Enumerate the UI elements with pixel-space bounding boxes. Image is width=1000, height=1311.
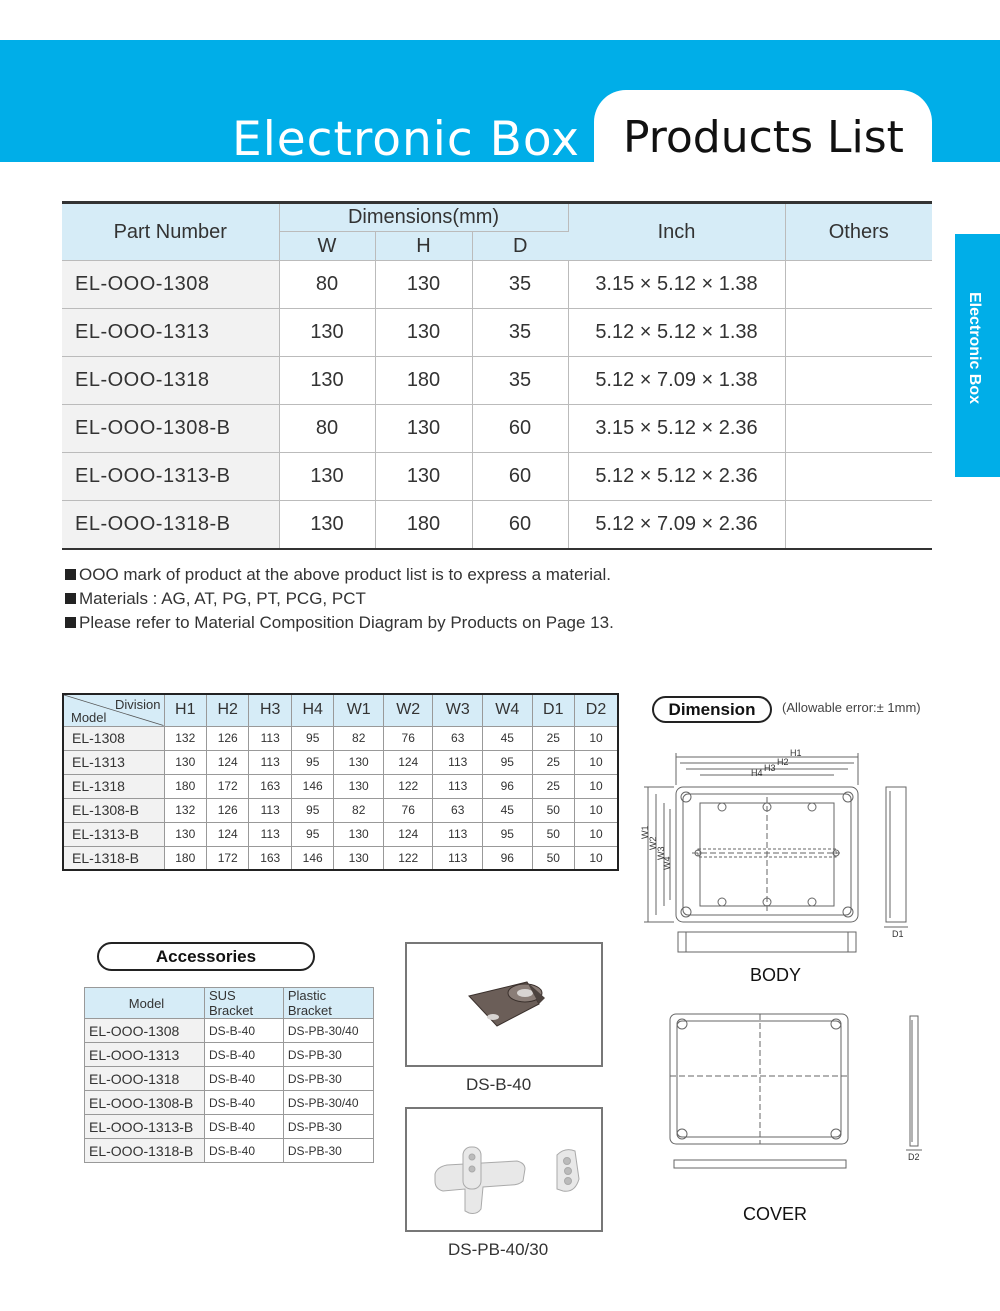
depth-value: 60 [472, 453, 568, 501]
col-w2: W2 [383, 694, 433, 726]
inch-value: 5.12 × 5.12 × 2.36 [568, 453, 785, 501]
header-d: D [472, 232, 568, 261]
accessories-table [84, 987, 374, 1163]
plastic-bracket-cell: DS-PB-30 [283, 1115, 373, 1139]
value-cell: 10 [574, 822, 618, 846]
value-cell: 10 [574, 750, 618, 774]
value-cell: 96 [482, 846, 532, 870]
table-row [63, 750, 618, 774]
sus-bracket-cell: DS-B-40 [205, 1139, 284, 1163]
plastic-bracket-icon [407, 1109, 601, 1230]
header-others: Others [785, 203, 932, 261]
section-title: Products List [623, 112, 904, 163]
sus-bracket-photo [405, 942, 603, 1067]
bullet-square-icon [65, 617, 76, 628]
acc-header-sus: SUS Bracket [205, 988, 284, 1019]
inch-value: 3.15 × 5.12 × 1.38 [568, 261, 785, 309]
table-row [85, 1091, 374, 1115]
model-cell: EL-1318 [63, 774, 164, 798]
height-value: 180 [375, 501, 472, 549]
part-number: EL-OOO-1318 [62, 357, 279, 405]
model-cell: EL-OOO-1313-B [85, 1115, 205, 1139]
sus-bracket-cell: DS-B-40 [205, 1115, 284, 1139]
value-cell: 124 [383, 750, 433, 774]
table-row [62, 405, 932, 453]
model-cell: EL-OOO-1308-B [85, 1091, 205, 1115]
header-h: H [375, 232, 472, 261]
value-cell: 95 [482, 750, 532, 774]
value-cell: 180 [164, 774, 206, 798]
value-cell: 130 [334, 822, 384, 846]
part-number: EL-OOO-1313 [62, 309, 279, 357]
value-cell: 25 [532, 726, 574, 750]
others-value [785, 453, 932, 501]
value-cell: 95 [482, 822, 532, 846]
header-dimensions: Dimensions(mm) [279, 203, 568, 232]
table-row [85, 1115, 374, 1139]
width-value: 130 [279, 501, 375, 549]
model-cell: EL-1318-B [63, 846, 164, 870]
table-row [85, 1139, 374, 1163]
part-number: EL-OOO-1308 [62, 261, 279, 309]
value-cell: 76 [383, 798, 433, 822]
table-row [62, 357, 932, 405]
value-cell: 10 [574, 798, 618, 822]
depth-value: 60 [472, 405, 568, 453]
accessories-label: Accessories [97, 942, 315, 971]
others-value [785, 405, 932, 453]
plastic-bracket-cell: DS-PB-30 [283, 1067, 373, 1091]
value-cell: 45 [482, 798, 532, 822]
width-value: 80 [279, 405, 375, 453]
value-cell: 63 [433, 798, 483, 822]
page-title: Electronic Box [232, 112, 580, 167]
mark-w4: W4 [662, 856, 672, 870]
value-cell: 113 [433, 846, 483, 870]
sus-bracket-caption: DS-B-40 [466, 1075, 532, 1094]
division-table [62, 693, 619, 871]
col-w3: W3 [433, 694, 483, 726]
model-cell: EL-OOO-1318 [85, 1067, 205, 1091]
header-w: W [279, 232, 375, 261]
body-drawing [640, 745, 920, 960]
value-cell: 122 [383, 846, 433, 870]
table-row [63, 774, 618, 798]
others-value [785, 261, 932, 309]
value-cell: 113 [249, 798, 291, 822]
value-cell: 180 [164, 846, 206, 870]
mark-h3: H3 [764, 763, 776, 773]
acc-header-plastic: Plastic Bracket [283, 988, 373, 1019]
mark-w3: W3 [656, 846, 666, 860]
value-cell: 113 [249, 750, 291, 774]
col-h2: H2 [206, 694, 248, 726]
value-cell: 45 [482, 726, 532, 750]
table-row [62, 309, 932, 357]
value-cell: 113 [433, 774, 483, 798]
col-w4: W4 [482, 694, 532, 726]
value-cell: 10 [574, 846, 618, 870]
inch-value: 3.15 × 5.12 × 2.36 [568, 405, 785, 453]
value-cell: 95 [291, 798, 333, 822]
value-cell: 172 [206, 846, 248, 870]
inch-value: 5.12 × 5.12 × 1.38 [568, 309, 785, 357]
value-cell: 95 [291, 750, 333, 774]
value-cell: 95 [291, 726, 333, 750]
value-cell: 25 [532, 750, 574, 774]
value-cell: 82 [334, 726, 384, 750]
height-value: 130 [375, 453, 472, 501]
division-corner-cell: Division Model [63, 694, 164, 726]
mark-h4: H4 [751, 768, 763, 778]
table-row [63, 798, 618, 822]
depth-value: 35 [472, 309, 568, 357]
mark-w1: W1 [640, 825, 650, 839]
value-cell: 82 [334, 798, 384, 822]
value-cell: 132 [164, 726, 206, 750]
products-table [62, 201, 932, 550]
value-cell: 163 [249, 774, 291, 798]
sus-bracket-icon [407, 944, 601, 1065]
cover-drawing [660, 1010, 925, 1175]
part-number: EL-OOO-1313-B [62, 453, 279, 501]
width-value: 130 [279, 309, 375, 357]
mark-w2: W2 [648, 836, 658, 850]
body-label: BODY [750, 965, 802, 985]
table-row [63, 726, 618, 750]
height-value: 130 [375, 261, 472, 309]
value-cell: 146 [291, 846, 333, 870]
value-cell: 132 [164, 798, 206, 822]
width-value: 80 [279, 261, 375, 309]
value-cell: 130 [334, 750, 384, 774]
value-cell: 50 [532, 798, 574, 822]
mark-d1: D1 [892, 929, 904, 939]
value-cell: 25 [532, 774, 574, 798]
height-value: 180 [375, 357, 472, 405]
value-cell: 113 [249, 822, 291, 846]
inch-value: 5.12 × 7.09 × 1.38 [568, 357, 785, 405]
value-cell: 124 [383, 822, 433, 846]
value-cell: 63 [433, 726, 483, 750]
mark-h2: H2 [777, 757, 789, 767]
sus-bracket-cell: DS-B-40 [205, 1019, 284, 1043]
width-value: 130 [279, 453, 375, 501]
height-value: 130 [375, 405, 472, 453]
header-inch: Inch [568, 203, 785, 261]
plastic-bracket-cell: DS-PB-30 [283, 1043, 373, 1067]
value-cell: 126 [206, 798, 248, 822]
value-cell: 113 [249, 726, 291, 750]
tolerance-note: (Allowable error:± 1mm) [782, 700, 921, 715]
note-item: Materials : AG, AT, PG, PT, PCG, PCT [65, 587, 614, 611]
value-cell: 130 [334, 846, 384, 870]
note-item: OOO mark of product at the above product list is to express a material. [65, 563, 614, 587]
model-cell: EL-OOO-1318-B [85, 1139, 205, 1163]
model-cell: EL-OOO-1308 [85, 1019, 205, 1043]
value-cell: 95 [291, 822, 333, 846]
acc-header-model: Model [85, 988, 205, 1019]
others-value [785, 357, 932, 405]
mark-d2: D2 [908, 1152, 920, 1162]
value-cell: 50 [532, 822, 574, 846]
plastic-bracket-photo [405, 1107, 603, 1232]
value-cell: 126 [206, 726, 248, 750]
depth-value: 35 [472, 261, 568, 309]
depth-value: 35 [472, 357, 568, 405]
value-cell: 130 [164, 750, 206, 774]
plastic-bracket-cell: DS-PB-30/40 [283, 1019, 373, 1043]
dimension-label: Dimension [652, 696, 772, 723]
value-cell: 113 [433, 750, 483, 774]
table-row [62, 501, 932, 549]
value-cell: 10 [574, 726, 618, 750]
value-cell: 96 [482, 774, 532, 798]
table-row [63, 822, 618, 846]
plastic-bracket-caption: DS-PB-40/30 [448, 1240, 549, 1259]
value-cell: 130 [334, 774, 384, 798]
model-cell: EL-1308-B [63, 798, 164, 822]
part-number: EL-OOO-1308-B [62, 405, 279, 453]
sus-bracket-cell: DS-B-40 [205, 1091, 284, 1115]
table-row [85, 1043, 374, 1067]
bullet-square-icon [65, 593, 76, 604]
part-number: EL-OOO-1318-B [62, 501, 279, 549]
value-cell: 10 [574, 774, 618, 798]
sus-bracket-cell: DS-B-40 [205, 1043, 284, 1067]
value-cell: 130 [164, 822, 206, 846]
inch-value: 5.12 × 7.09 × 2.36 [568, 501, 785, 549]
depth-value: 60 [472, 501, 568, 549]
notes-list [65, 563, 614, 635]
table-row [62, 453, 932, 501]
model-cell: EL-1313-B [63, 822, 164, 846]
value-cell: 76 [383, 726, 433, 750]
width-value: 130 [279, 357, 375, 405]
plastic-bracket-cell: DS-PB-30 [283, 1139, 373, 1163]
sus-bracket-cell: DS-B-40 [205, 1067, 284, 1091]
note-item: Please refer to Material Composition Diagram by Products on Page 13. [65, 611, 614, 635]
model-cell: EL-1313 [63, 750, 164, 774]
col-h1: H1 [164, 694, 206, 726]
value-cell: 113 [433, 822, 483, 846]
model-cell: EL-1308 [63, 726, 164, 750]
value-cell: 146 [291, 774, 333, 798]
mark-h1: H1 [790, 748, 802, 758]
value-cell: 50 [532, 846, 574, 870]
value-cell: 172 [206, 774, 248, 798]
value-cell: 122 [383, 774, 433, 798]
cover-label: COVER [743, 1204, 808, 1224]
value-cell: 163 [249, 846, 291, 870]
others-value [785, 309, 932, 357]
col-d1: D1 [532, 694, 574, 726]
side-section-tab [955, 234, 1000, 477]
col-h4: H4 [291, 694, 333, 726]
model-cell: EL-OOO-1313 [85, 1043, 205, 1067]
value-cell: 124 [206, 750, 248, 774]
height-value: 130 [375, 309, 472, 357]
col-h3: H3 [249, 694, 291, 726]
others-value [785, 501, 932, 549]
value-cell: 124 [206, 822, 248, 846]
col-d2: D2 [574, 694, 618, 726]
table-row [63, 846, 618, 870]
bullet-square-icon [65, 569, 76, 580]
plastic-bracket-cell: DS-PB-30/40 [283, 1091, 373, 1115]
col-w1: W1 [334, 694, 384, 726]
side-tab-label: Electronic Box [966, 292, 983, 405]
table-row [62, 261, 932, 309]
table-row [85, 1019, 374, 1043]
header-part-number: Part Number [62, 203, 279, 261]
table-row [85, 1067, 374, 1091]
